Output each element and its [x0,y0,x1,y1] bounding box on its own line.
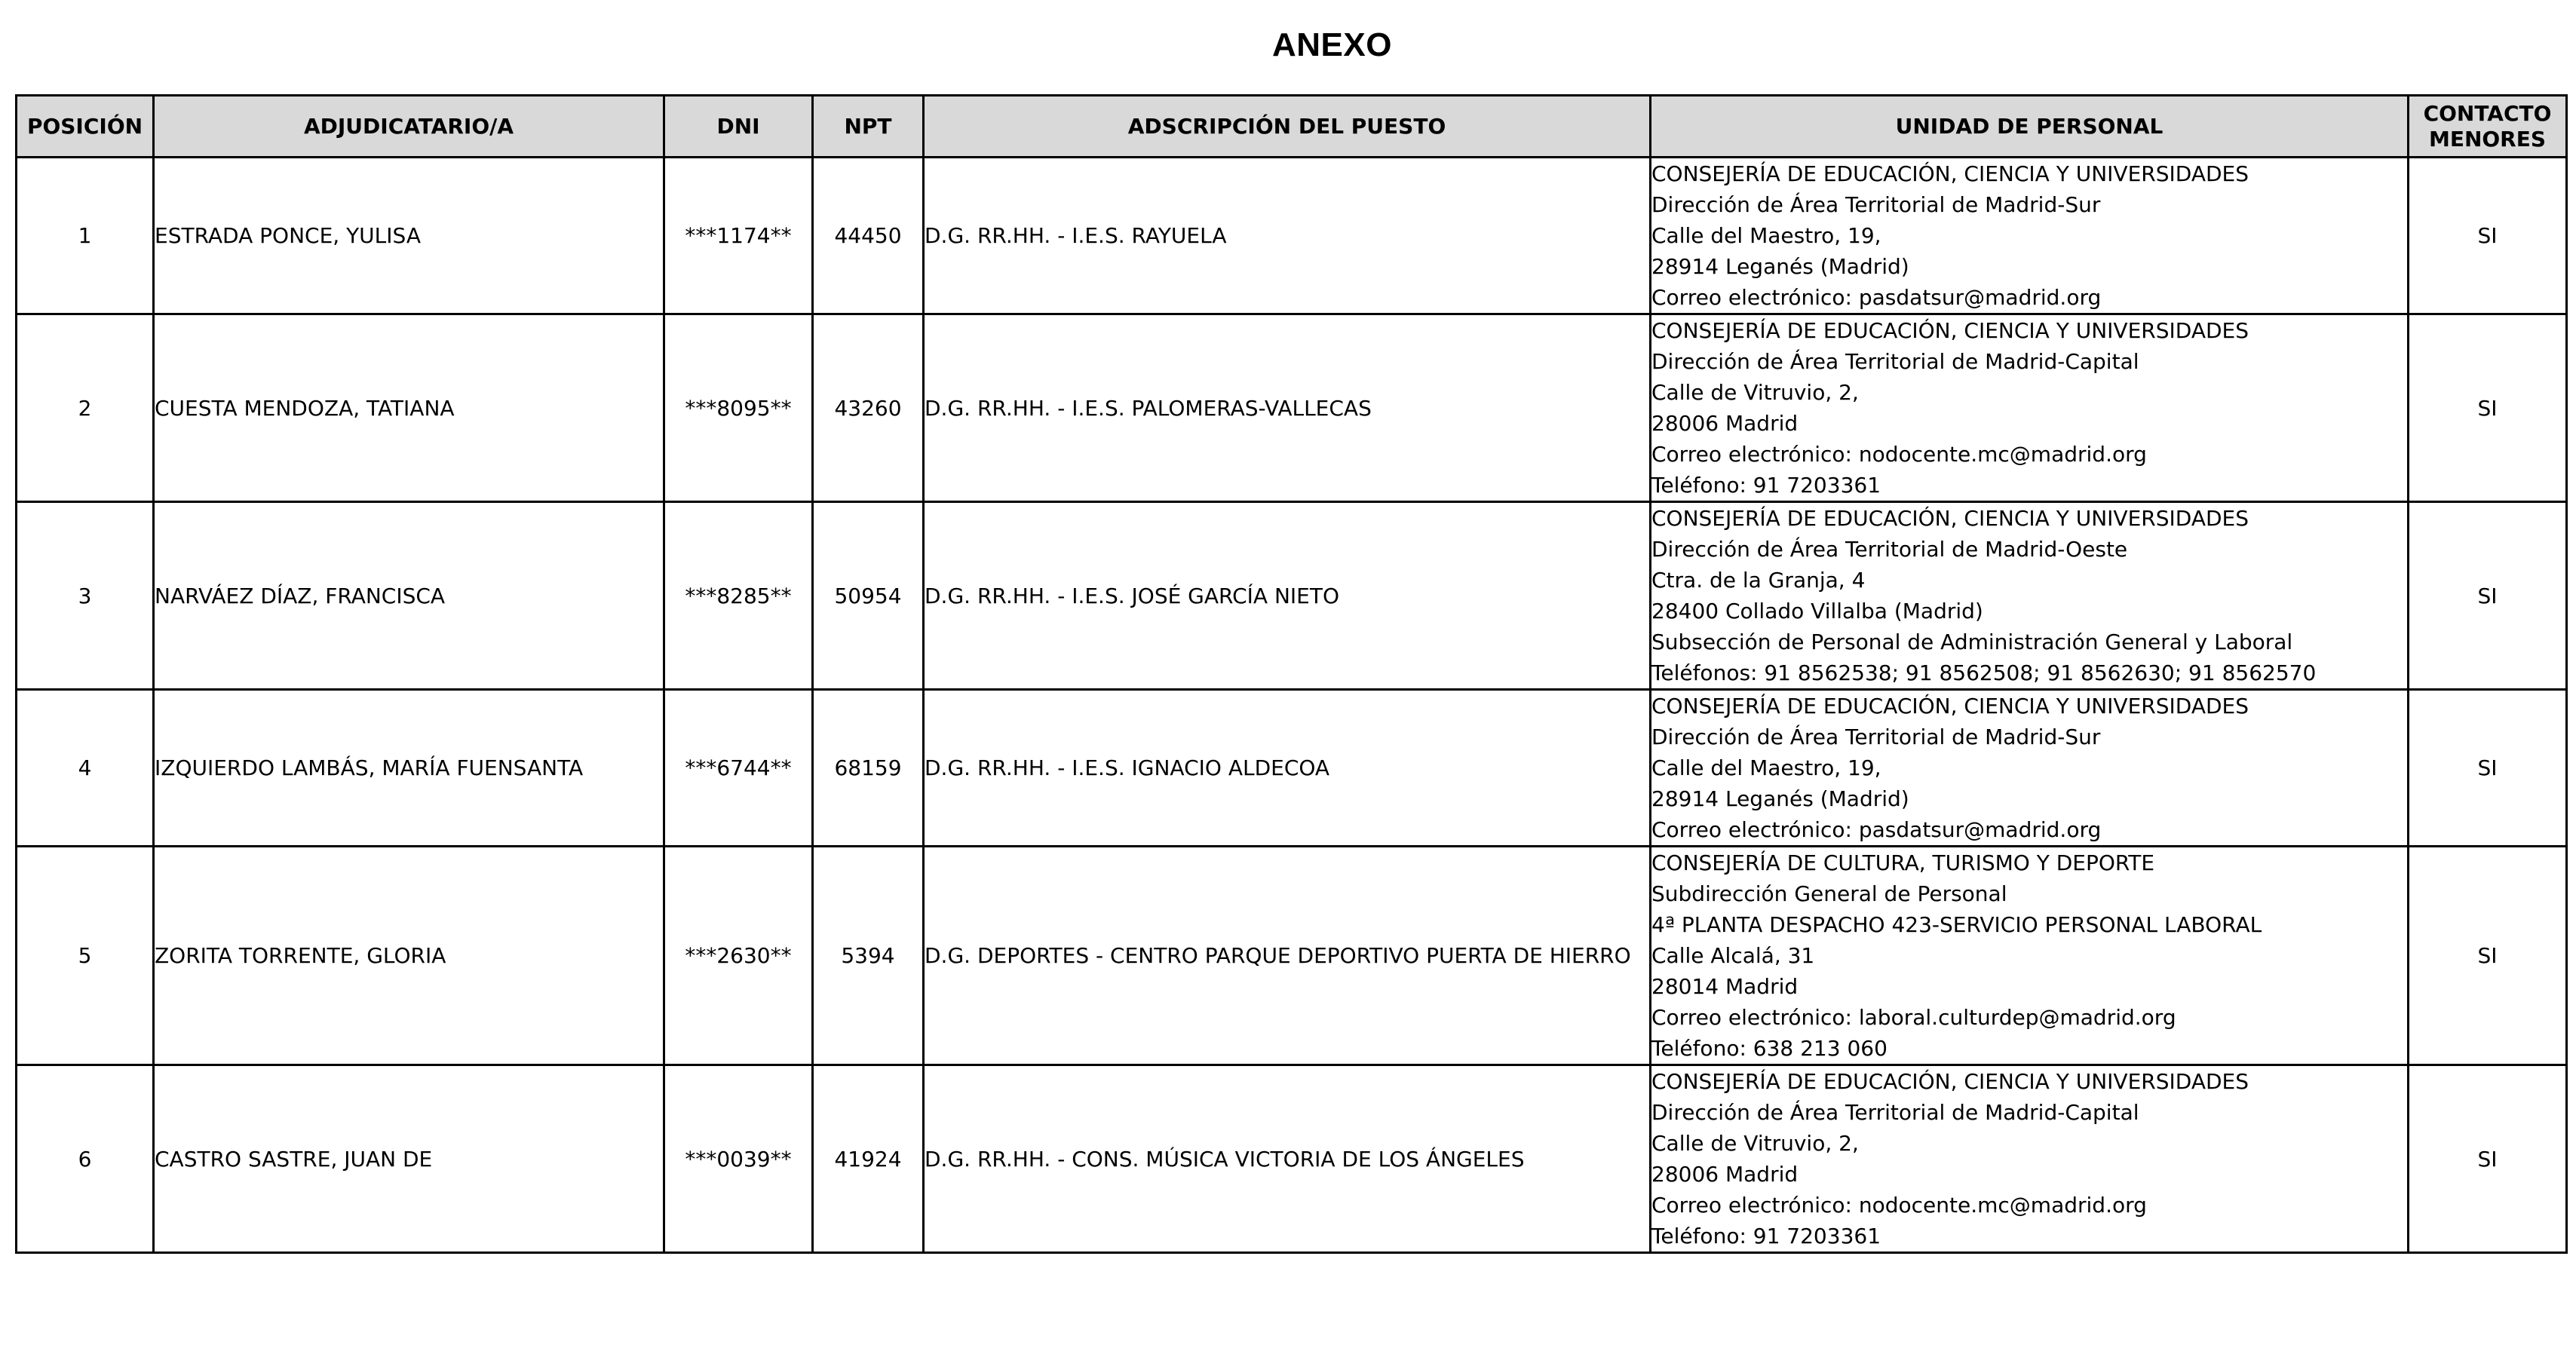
cell-contacto: SI [2409,314,2567,502]
cell-dni: ***6744** [664,690,813,847]
cell-adscripcion: D.G. DEPORTES - CENTRO PARQUE DEPORTIVO PUERTA DE HIERRO [924,847,1651,1065]
unidad-line: Correo electrónico: pasdatsur@madrid.org [1651,817,2102,842]
unidad-line: Dirección de Área Territorial de Madrid-Sur [1651,192,2101,217]
cell-posicion: 4 [17,690,154,847]
cell-posicion: 1 [17,158,154,314]
unidad-line: Dirección de Área Territorial de Madrid-Oeste [1651,537,2128,562]
unidad-line: Ctra. de la Granja, 4 [1651,568,1866,593]
cell-contacto: SI [2409,690,2567,847]
unidad-line: Calle del Maestro, 19, [1651,223,1881,248]
unidad-line: Correo electrónico: laboral.culturdep@madrid.org [1651,1005,2176,1030]
unidad-line: Calle de Vitruvio, 2, [1651,380,1859,405]
unidad-line: Calle del Maestro, 19, [1651,755,1881,780]
unidad-line: Correo electrónico: pasdatsur@madrid.org [1651,285,2102,310]
table-row [17,690,2567,847]
cell-adjudicatario: ESTRADA PONCE, YULISA [154,158,664,314]
cell-unidad [1651,1065,2409,1253]
cell-adjudicatario: IZQUIERDO LAMBÁS, MARÍA FUENSANTA [154,690,664,847]
cell-npt: 43260 [813,314,924,502]
unidad-line: Teléfono: 91 7203361 [1651,473,1881,498]
unidad-line: Calle de Vitruvio, 2, [1651,1131,1859,1156]
header-npt: NPT [813,96,924,158]
unidad-line: Correo electrónico: nodocente.mc@madrid.org [1651,442,2147,467]
cell-adjudicatario: CASTRO SASTRE, JUAN DE [154,1065,664,1253]
unidad-line: CONSEJERÍA DE EDUCACIÓN, CIENCIA Y UNIVERSIDADES [1651,318,2249,343]
cell-contacto: SI [2409,158,2567,314]
unidad-line: Dirección de Área Territorial de Madrid-Capital [1651,349,2139,374]
cell-adjudicatario: CUESTA MENDOZA, TATIANA [154,314,664,502]
unidad-line: Subdirección General de Personal [1651,881,2007,906]
unidad-line: 28006 Madrid [1651,1162,1799,1187]
cell-dni: ***2630** [664,847,813,1065]
cell-contacto: SI [2409,1065,2567,1253]
unidad-line: CONSEJERÍA DE EDUCACIÓN, CIENCIA Y UNIVERSIDADES [1651,694,2249,718]
cell-npt: 41924 [813,1065,924,1253]
cell-posicion: 3 [17,502,154,690]
header-row [17,96,2567,158]
cell-dni: ***1174** [664,158,813,314]
cell-npt: 50954 [813,502,924,690]
unidad-line: Correo electrónico: nodocente.mc@madrid.org [1651,1193,2147,1218]
header-contacto-line1: CONTACTO [2423,100,2552,126]
cell-dni: ***8095** [664,314,813,502]
header-unidad: UNIDAD DE PERSONAL [1651,96,2409,158]
table-row [17,502,2567,690]
unidad-line: Dirección de Área Territorial de Madrid-Sur [1651,725,2101,749]
cell-contacto: SI [2409,847,2567,1065]
table-row [17,158,2567,314]
unidad-line: 28006 Madrid [1651,411,1799,436]
cell-adscripcion: D.G. RR.HH. - I.E.S. RAYUELA [924,158,1651,314]
unidad-line: 28400 Collado Villalba (Madrid) [1651,599,1983,623]
cell-unidad [1651,314,2409,502]
cell-npt: 68159 [813,690,924,847]
unidad-line: CONSEJERÍA DE EDUCACIÓN, CIENCIA Y UNIVERSIDADES [1651,1069,2249,1094]
cell-npt: 5394 [813,847,924,1065]
unidad-line: Teléfonos: 91 8562538; 91 8562508; 91 8562630; 91 8562570 [1651,660,2317,685]
header-adscripcion: ADSCRIPCIÓN DEL PUESTO [924,96,1651,158]
unidad-line: Teléfono: 638 213 060 [1651,1036,1888,1061]
unidad-line: Calle Alcalá, 31 [1651,943,1815,968]
unidad-line: CONSEJERÍA DE CULTURA, TURISMO Y DEPORTE [1651,850,2155,875]
cell-posicion: 6 [17,1065,154,1253]
annex-table [15,94,2568,1254]
header-contacto-line2: MENORES [2428,126,2547,152]
unidad-line: 4ª PLANTA DESPACHO 423-SERVICIO PERSONAL LABORAL [1651,912,2262,937]
cell-adjudicatario: NARVÁEZ DÍAZ, FRANCISCA [154,502,664,690]
cell-adscripcion: D.G. RR.HH. - I.E.S. JOSÉ GARCÍA NIETO [924,502,1651,690]
cell-npt: 44450 [813,158,924,314]
cell-unidad [1651,502,2409,690]
header-adjudicatario: ADJUDICATARIO/A [154,96,664,158]
header-posicion: POSICIÓN [17,96,154,158]
table-row [17,1065,2567,1253]
cell-unidad [1651,158,2409,314]
cell-contacto: SI [2409,502,2567,690]
cell-posicion: 5 [17,847,154,1065]
cell-adscripcion: D.G. RR.HH. - CONS. MÚSICA VICTORIA DE LOS ÁNGELES [924,1065,1651,1253]
unidad-line: Subsección de Personal de Administración General y Laboral [1651,630,2293,654]
unidad-line: CONSEJERÍA DE EDUCACIÓN, CIENCIA Y UNIVERSIDADES [1651,161,2249,186]
cell-unidad [1651,690,2409,847]
cell-dni: ***8285** [664,502,813,690]
cell-adscripcion: D.G. RR.HH. - I.E.S. IGNACIO ALDECOA [924,690,1651,847]
header-dni: DNI [664,96,813,158]
cell-unidad [1651,847,2409,1065]
cell-dni: ***0039** [664,1065,813,1253]
cell-adjudicatario: ZORITA TORRENTE, GLORIA [154,847,664,1065]
cell-adscripcion: D.G. RR.HH. - I.E.S. PALOMERAS-VALLECAS [924,314,1651,502]
page-title: ANEXO [1272,26,1392,63]
unidad-line: 28914 Leganés (Madrid) [1651,254,1909,279]
cell-posicion: 2 [17,314,154,502]
header-contacto [2409,96,2567,158]
unidad-line: 28914 Leganés (Madrid) [1651,786,1909,811]
table-row [17,847,2567,1065]
unidad-line: CONSEJERÍA DE EDUCACIÓN, CIENCIA Y UNIVERSIDADES [1651,506,2249,531]
unidad-line: Teléfono: 91 7203361 [1651,1224,1881,1248]
unidad-line: Dirección de Área Territorial de Madrid-Capital [1651,1100,2139,1125]
table-row [17,314,2567,502]
unidad-line: 28014 Madrid [1651,974,1799,999]
